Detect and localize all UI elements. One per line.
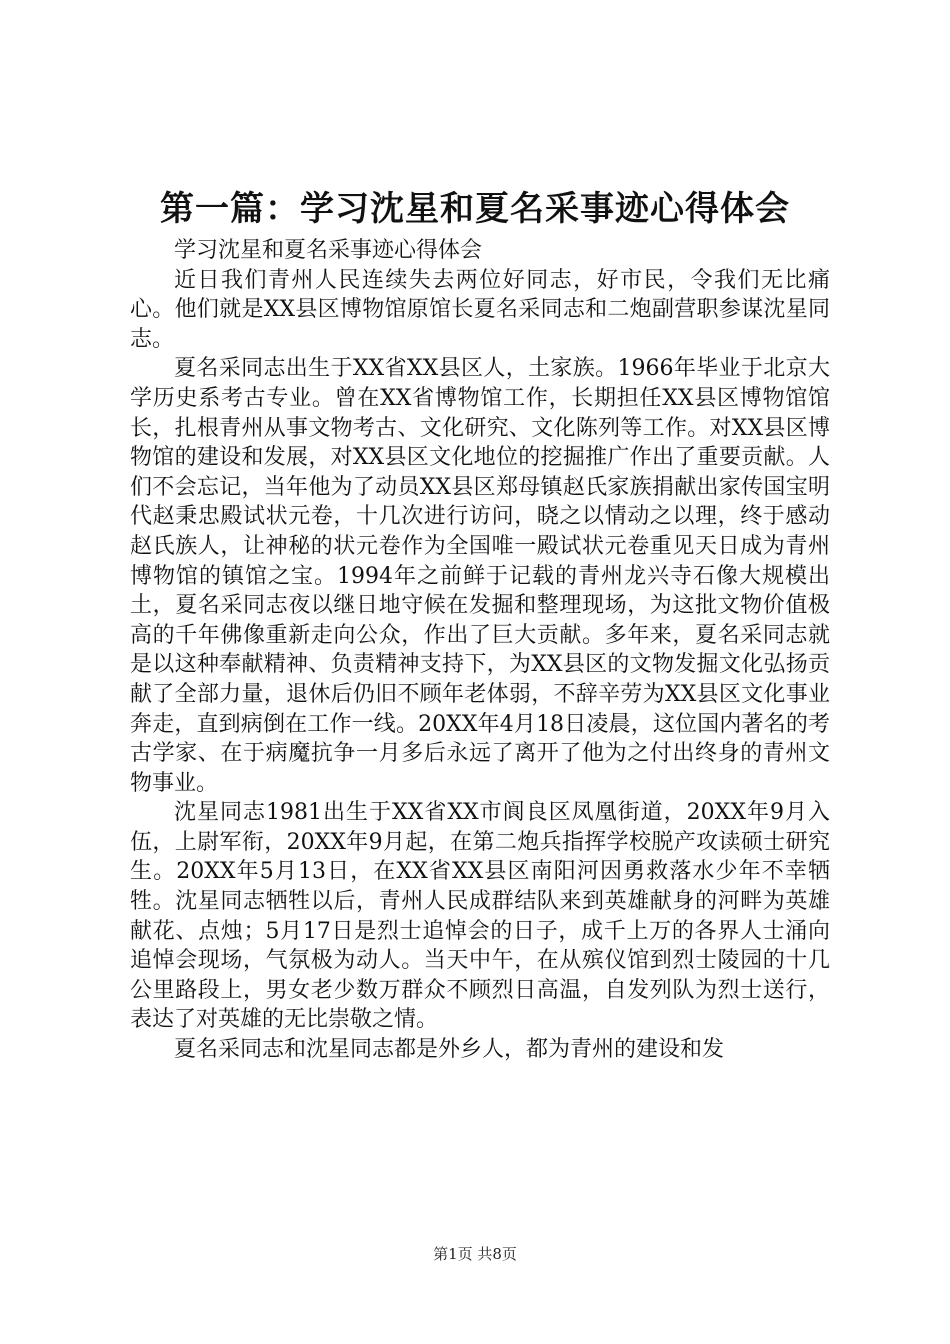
body-paragraph: 夏名采同志出生于XX省XX县区人，土家族。1966年毕业于北京大学历史系考古专业。曾在XX省博物馆工作，长期担任XX县区博物馆馆长，扎根青州从事文物考古、文化研究、文化陈列等工作。对XX县区博物馆的建设和发展，对XX县区文化地位的挖掘推广作出了重要贡献。人们不会忘记，当年他为了动员XX县区郑母镇赵氏家族捐献出家传国宝明代赵秉忠殿试状元卷，十几次进行访问，晓之以情动之以理，终于感动赵氏族人，让神秘的状元卷作为全国唯一殿试状元卷重见天日成为青州博物馆的镇馆之宝。1994年之前鲜于记载的青州龙兴寺石像大规模出土，夏名采同志夜以继日地守候在发掘和整理现场，为这批文物价值极高的千年佛像重新走向公众，作出了巨大贡献。多年来，夏名采同志就是以这种奉献精神、负责精神支持下，为XX县区的文物发掘文化弘扬贡献了全部力量，退休后仍旧不顾年老体弱，不辞辛劳为XX县区文化事业奔走，直到病倒在工作一线。20XX年4月18日凌晨，这位国内著名的考古学家、在于病魔抗争一月多后永远了离开了他为之付出终身的青州文物事业。 (130, 356, 830, 796)
document-body (130, 236, 830, 1065)
subtitle-paragraph: 学习沈星和夏名采事迹心得体会 (174, 238, 483, 263)
body-paragraph: 夏名采同志和沈星同志都是外乡人，都为青州的建设和发 (174, 1037, 725, 1063)
body-paragraph: 近日我们青州人民连续失去两位好同志，好市民，令我们无比痛心。他们就是XX县区博物馆原馆长夏名采同志和二炮副营职参谋沈星同志。 (130, 267, 830, 352)
document-title: 第一篇：学习沈星和夏名采事迹心得体会 (160, 189, 790, 229)
body-paragraph: 沈星同志1981出生于XX省XX市阆良区凤凰街道，20XX年9月入伍，上尉军衔，20XX年9月起，在第二炮兵指挥学校脱产攻读硕士研究生。20XX年5月13日，在XX省XX县区南阳河因勇救落水少年不幸牺牲。沈星同志牺牲以后，青州人民成群结队来到英雄献身的河畔为英雄献花、点烛；5月17日是烈士追悼会的日子，成千上万的各界人士涌向追悼会现场，气氛极为动人。当天中午，在从殡仪馆到烈士陵园的十几公里路段上，男女老少数万群众不顾烈日高温，自发列队为烈士送行，表达了对英雄的无比崇敬之情。 (130, 800, 830, 1033)
page-number-footer: 第1页 共8页 (433, 1245, 517, 1263)
